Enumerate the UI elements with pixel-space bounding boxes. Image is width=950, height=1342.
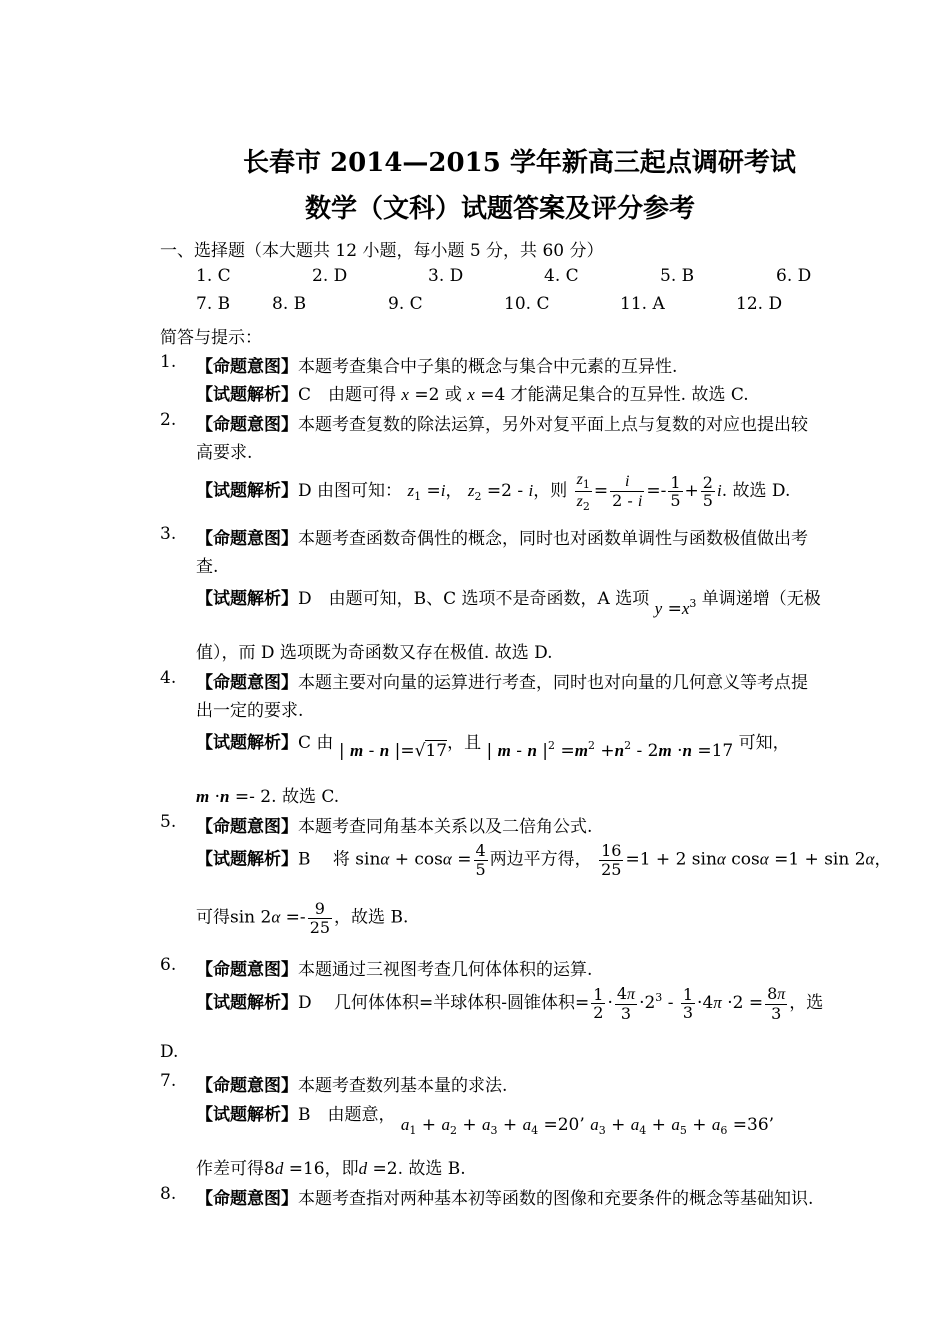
item-3-number: 3. bbox=[160, 524, 177, 544]
item-4-intent-2: 出一定的要求. bbox=[196, 701, 304, 721]
item-3-intent-2: 查. bbox=[196, 557, 219, 577]
item-1-number: 1. bbox=[160, 352, 177, 372]
item-2-number: 2. bbox=[160, 410, 177, 430]
item-3-analysis-1: 【试题解析】D 由题可知，B、C 选项不是奇函数，A 选项 $y =x^3$ 单调递增（无极 bbox=[196, 589, 821, 619]
answer-7: 7. B bbox=[196, 294, 231, 314]
answer-2: 2. D bbox=[312, 266, 348, 286]
item-2-analysis: 【试题解析】D 由图可知： $z_1 =i$， $z_2 =2 - i$，则 $\frac{z_1}{z_2}$ = $\frac{i}{2 - i}$ =- $\frac{1}{5}$ + $\frac{2}{5}$ i. 故选 D. bbox=[196, 471, 791, 514]
item-6-number: 6. bbox=[160, 955, 177, 975]
answer-11: 11. A bbox=[620, 294, 665, 314]
item-4-intent-1: 【命题意图】本题主要对向量的运算进行考查，同时也对向量的几何意义等考点提 bbox=[196, 673, 808, 693]
section-choice-heading: 一、选择题（本大题共 12 小题，每小题 5 分，共 60 分） bbox=[160, 241, 604, 261]
item-8-number: 8. bbox=[160, 1184, 177, 1204]
answer-1: 1. C bbox=[196, 266, 231, 286]
item-1-intent: 【命题意图】本题考查集合中子集的概念与集合中元素的互异性. bbox=[196, 357, 678, 377]
item-2-intent-1: 【命题意图】本题考查复数的除法运算，另外对复平面上点与复数的对应也提出较 bbox=[196, 415, 808, 435]
answer-12: 12. D bbox=[736, 294, 783, 314]
doc-title-line2: 数学（文科）试题答案及评分参考 bbox=[305, 194, 696, 224]
item-4-number: 4. bbox=[160, 668, 177, 688]
answer-8: 8. B bbox=[272, 294, 307, 314]
item-5-analysis: 【试题解析】B 将 sinα + cosα = $\frac{4}{5}$ 两边平方得， $\frac{16}{25}$ =1 + 2 sinα cosα =1 + sin 2α， bbox=[196, 841, 892, 879]
item-6-analysis: 【试题解析】D 几何体体积=半球体积-圆锥体积= $\frac{1}{2}$ · $\frac{4\pi}{3}$ $\cdot 2^3$ - $\frac{1}{3}$ ·4π ·2 = $\frac{8\pi}{3}$ ，选 bbox=[196, 984, 824, 1023]
item-3-intent-1: 【命题意图】本题考查函数奇偶性的概念，同时也对函数单调性与函数极值做出考 bbox=[196, 529, 808, 549]
item-4-analysis-2: m ·n =- 2. 故选 C. bbox=[196, 787, 340, 807]
item-7-analysis-2: 作差可得8d =16，即d =2. 故选 B. bbox=[196, 1159, 466, 1179]
formula: x bbox=[401, 385, 409, 404]
item-5-intent: 【命题意图】本题考查同角基本关系以及二倍角公式. bbox=[196, 817, 593, 837]
answer-10: 10. C bbox=[504, 294, 550, 314]
item-7-intent: 【命题意图】本题考查数列基本量的求法. bbox=[196, 1076, 508, 1096]
item-5-analysis-2: 可得sin 2α =- $\frac{9}{25}$ ，故选 B. bbox=[196, 899, 409, 937]
answer-4: 4. C bbox=[544, 266, 579, 286]
hints-heading: 简答与提示： bbox=[160, 328, 262, 348]
answer-6: 6. D bbox=[776, 266, 812, 286]
item-2-intent-2: 高要求. bbox=[196, 443, 253, 463]
doc-title-line1: 长春市 2014—2015 学年新高三起点调研考试 bbox=[243, 148, 796, 178]
item-3-analysis-2: 值），而 D 选项既为奇函数又存在极值. 故选 D. bbox=[196, 643, 553, 663]
item-6-analysis-wrap: D. bbox=[160, 1042, 179, 1062]
item-6-intent: 【命题意图】本题通过三视图考查几何体体积的运算. bbox=[196, 960, 593, 980]
answer-3: 3. D bbox=[428, 266, 464, 286]
item-8-intent: 【命题意图】本题考查指对两种基本初等函数的图像和充要条件的概念等基础知识. bbox=[196, 1189, 814, 1209]
answer-9: 9. C bbox=[388, 294, 423, 314]
item-7-analysis: 【试题解析】B 由题意， $a_1 + a_2 + a_3 + a_4 =20$’ $a_3 + a_4 + a_5 + a_6 =36$’ bbox=[196, 1105, 775, 1137]
answer-5: 5. B bbox=[660, 266, 695, 286]
item-7-number: 7. bbox=[160, 1071, 177, 1091]
item-1-analysis: 【试题解析】C 由题可得 x =2 或 x =4 才能满足集合的互异性. 故选 C. bbox=[196, 385, 749, 405]
item-5-number: 5. bbox=[160, 812, 177, 832]
item-4-analysis: 【试题解析】C 由 | m - n |=√17，且 | m - n $|^2 =m^2 +n^2 - 2m \cdot n =17$ 可知， bbox=[196, 733, 790, 761]
